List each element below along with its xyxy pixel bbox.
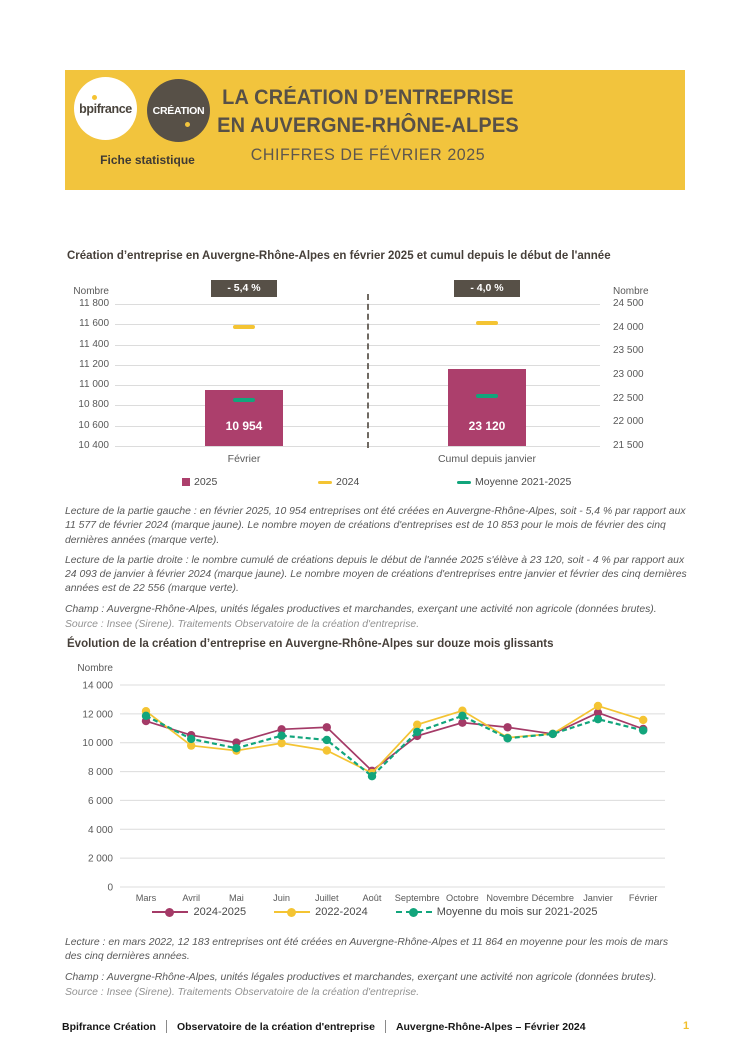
legend-swatch — [274, 908, 310, 917]
data-point-Moyenne du mois sur 2021-2025 — [594, 715, 602, 723]
series-line-2024-2025 — [146, 713, 643, 771]
tagline: Fiche statistique — [100, 153, 195, 167]
data-point-Moyenne du mois sur 2021-2025 — [549, 730, 557, 738]
legend-item — [457, 476, 571, 488]
y-axis-tick-right: 24 000 — [613, 321, 644, 333]
y-axis-tick-right: 24 500 — [613, 298, 644, 309]
data-point-2022-2024 — [413, 720, 421, 728]
footer-separator — [166, 1020, 167, 1033]
footer-item-brand: Bpifrance Création — [62, 1020, 156, 1033]
x-axis-month: Février — [628, 893, 658, 903]
bar-chart-gridline — [115, 446, 600, 447]
data-point-Moyenne du mois sur 2021-2025 — [232, 744, 240, 752]
footer — [62, 1020, 688, 1033]
marker-moyenne — [476, 394, 498, 398]
x-axis-month: Août — [362, 893, 382, 903]
bar-chart-title: Création d’entreprise en Auvergne-Rhône-Alpes en février 2025 et cumul depuis le début de l'année — [67, 250, 611, 262]
y-axis-tick-left: 10 400 — [78, 440, 109, 451]
data-point-Moyenne du mois sur 2021-2025 — [368, 772, 376, 780]
y-axis-tick-left: 10 800 — [78, 399, 109, 411]
legend-item — [182, 476, 217, 488]
legend-label: 2022-2024 — [315, 906, 368, 918]
y-axis-tick: 2 000 — [87, 853, 113, 865]
data-point-Moyenne du mois sur 2021-2025 — [458, 712, 466, 720]
x-axis-category: Cumul depuis janvier — [437, 453, 537, 465]
legend-swatch — [457, 481, 471, 484]
creation-logo-text: CRÉATION — [152, 104, 205, 117]
legend-item — [274, 906, 368, 918]
footer-separator — [385, 1020, 386, 1033]
bar-value-label: 10 954 — [225, 419, 263, 433]
legend-label: Moyenne du mois sur 2021-2025 — [436, 906, 598, 918]
footer-item-region-date: Auvergne-Rhône-Alpes – Février 2024 — [395, 1020, 586, 1033]
line-chart — [65, 655, 680, 907]
y-axis-tick-right: 23 000 — [613, 369, 644, 380]
source-note-2: Source : Insee (Sirene). Traitements Observatoire de la création d'entreprise. — [65, 986, 420, 998]
data-point-Moyenne du mois sur 2021-2025 — [413, 728, 421, 736]
y-axis-tick-right: 21 500 — [613, 440, 644, 451]
legend-swatch — [182, 478, 190, 486]
data-point-2022-2024 — [323, 746, 331, 754]
bar-chart-gridline — [115, 405, 600, 406]
line-chart-legend — [65, 906, 685, 918]
x-axis-month: Décembre — [531, 893, 574, 903]
legend-swatch — [152, 908, 188, 917]
x-axis-month: Octobre — [446, 893, 479, 903]
y-axis-tick: 10 000 — [82, 738, 113, 750]
data-point-Moyenne du mois sur 2021-2025 — [323, 736, 331, 744]
lecture-line: Lecture : en mars 2022, 12 183 entreprises ont été créées en Auvergne-Rhône-Alpes et 11 864 en moyenne pour les mois de mars des cinq dernières années. — [65, 937, 669, 963]
x-axis-month: Avril — [182, 893, 201, 903]
legend-swatch — [396, 908, 432, 917]
y-axis-tick-left: 11 400 — [79, 338, 109, 350]
data-point-Moyenne du mois sur 2021-2025 — [277, 731, 285, 739]
data-point-2022-2024 — [277, 739, 285, 747]
y-axis-tick-right: 22 500 — [613, 392, 644, 404]
data-point-2024-2025 — [503, 723, 511, 731]
bar-chart-gridline — [115, 365, 600, 366]
y-axis-tick: 4 000 — [87, 824, 113, 836]
line-chart-notes — [65, 936, 687, 1000]
chart-divider-dashed — [367, 294, 369, 448]
data-point-2024-2025 — [323, 723, 331, 731]
data-point-Moyenne du mois sur 2021-2025 — [503, 734, 511, 742]
legend-item — [396, 906, 598, 918]
header-banner — [65, 70, 685, 190]
source-note: Source : Insee (Sirene). Traitements Observatoire de la création d'entreprise. — [65, 618, 420, 630]
data-point-2022-2024 — [594, 702, 602, 710]
y-axis-tick-left: 11 200 — [79, 358, 109, 370]
y-axis-tick-left: 10 600 — [78, 419, 109, 431]
y-axis-tick: 12 000 — [82, 709, 113, 721]
line-chart-svg — [65, 655, 680, 907]
y-axis-name: Nombre — [77, 663, 113, 674]
marker-moyenne — [233, 398, 255, 402]
legend-label: 2024-2025 — [193, 906, 247, 918]
lecture-droite: Lecture de la partie droite : le nombre cumulé de créations depuis le début de l'année 2025 s'élève à 23 120, soit - 4 % par rapport aux 24 093 de janvier à février 2024 (marque jaune). Le nombre moyen de créations d'entreprises entre janvier et février des cinq dernières années est de 22 556 (marque verte). — [65, 554, 687, 595]
legend-item — [152, 906, 246, 918]
bar-chart-gridline — [115, 324, 600, 325]
banner-titles — [178, 84, 558, 165]
x-axis-month: Mai — [228, 893, 244, 903]
variation-badge: - 4,0 % — [454, 280, 520, 297]
y-axis-tick: 8 000 — [87, 767, 113, 779]
y-axis-tick: 0 — [107, 882, 113, 894]
y-axis-tick-right: 22 000 — [613, 416, 644, 428]
bar-chart-gridline — [115, 345, 600, 346]
variation-badge: - 5,4 % — [211, 280, 277, 297]
line-chart-title: Évolution de la création d’entreprise en Auvergne-Rhône-Alpes sur douze mois glissants — [67, 638, 554, 650]
bpifrance-logo-text: bpifrance — [79, 101, 132, 116]
x-axis-month: Juillet — [315, 893, 339, 903]
y-axis-tick: 14 000 — [82, 680, 113, 692]
subtitle: CHIFFRES DE FÉVRIER 2025 — [250, 146, 486, 164]
legend-label: 2024 — [336, 476, 360, 488]
bar-value-label: 23 120 — [468, 419, 506, 433]
y-axis-name-left: Nombre — [73, 286, 109, 297]
y-axis-tick-right: 23 500 — [613, 345, 644, 357]
bpifrance-logo-dot-icon — [92, 95, 97, 100]
legend-swatch — [318, 481, 332, 484]
bar-chart-gridline — [115, 426, 600, 427]
y-axis-tick-left: 11 600 — [79, 318, 109, 330]
data-point-Moyenne du mois sur 2021-2025 — [187, 735, 195, 743]
y-axis-tick-left: 11 000 — [79, 379, 109, 391]
bar-chart-gridline — [115, 304, 600, 305]
data-point-Moyenne du mois sur 2021-2025 — [639, 726, 647, 734]
legend-label: 2025 — [194, 476, 218, 488]
legend-label: Moyenne 2021-2025 — [475, 476, 572, 488]
x-axis-month: Novembre — [486, 893, 529, 903]
data-point-Moyenne du mois sur 2021-2025 — [142, 712, 150, 720]
y-axis-tick: 6 000 — [87, 795, 113, 807]
footer-item-observatory: Observatoire de la création d'entreprise — [176, 1020, 375, 1033]
champ-note: Champ : Auvergne-Rhône-Alpes, unités légales productives et marchandes, exerçant une activité non agricole (données brutes). — [65, 603, 657, 615]
main-title-line2: EN AUVERGNE-RHÔNE-ALPES — [217, 114, 519, 137]
x-axis-month: Janvier — [583, 893, 613, 903]
bar-chart-notes — [65, 505, 687, 632]
x-axis-month: Mars — [135, 893, 157, 903]
bar-chart — [65, 280, 657, 495]
bar-chart-gridline — [115, 385, 600, 386]
x-axis-month: Juin — [273, 893, 291, 903]
page-number: 1 — [683, 1020, 690, 1032]
marker-2024 — [233, 325, 255, 329]
bar-2025 — [448, 369, 526, 446]
data-point-2022-2024 — [639, 716, 647, 724]
x-axis-category: Février — [227, 453, 261, 465]
legend-item — [318, 476, 359, 488]
main-title-line1: LA CRÉATION D’ENTREPRISE — [222, 86, 514, 109]
champ-note-2: Champ : Auvergne-Rhône-Alpes, unités légales productives et marchandes, exerçant une activité non agricole (données brutes). — [65, 971, 657, 983]
x-axis-month: Septembre — [394, 893, 440, 903]
bpifrance-logo — [74, 77, 137, 140]
y-axis-name-right: Nombre — [613, 286, 649, 297]
lecture-gauche: Lecture de la partie gauche : en février 2025, 10 954 entreprises ont été créées en Auvergne-Rhône-Alpes, soit - 5,4 % par rapport aux 11 577 de février 2024 (marque jaune). Le nombre moyen de créations d'entreprises est de 10 853 pour le mois de février des cinq dernières années (marque verte). — [65, 506, 686, 546]
marker-2024 — [476, 321, 498, 325]
y-axis-tick-left: 11 800 — [79, 298, 109, 309]
